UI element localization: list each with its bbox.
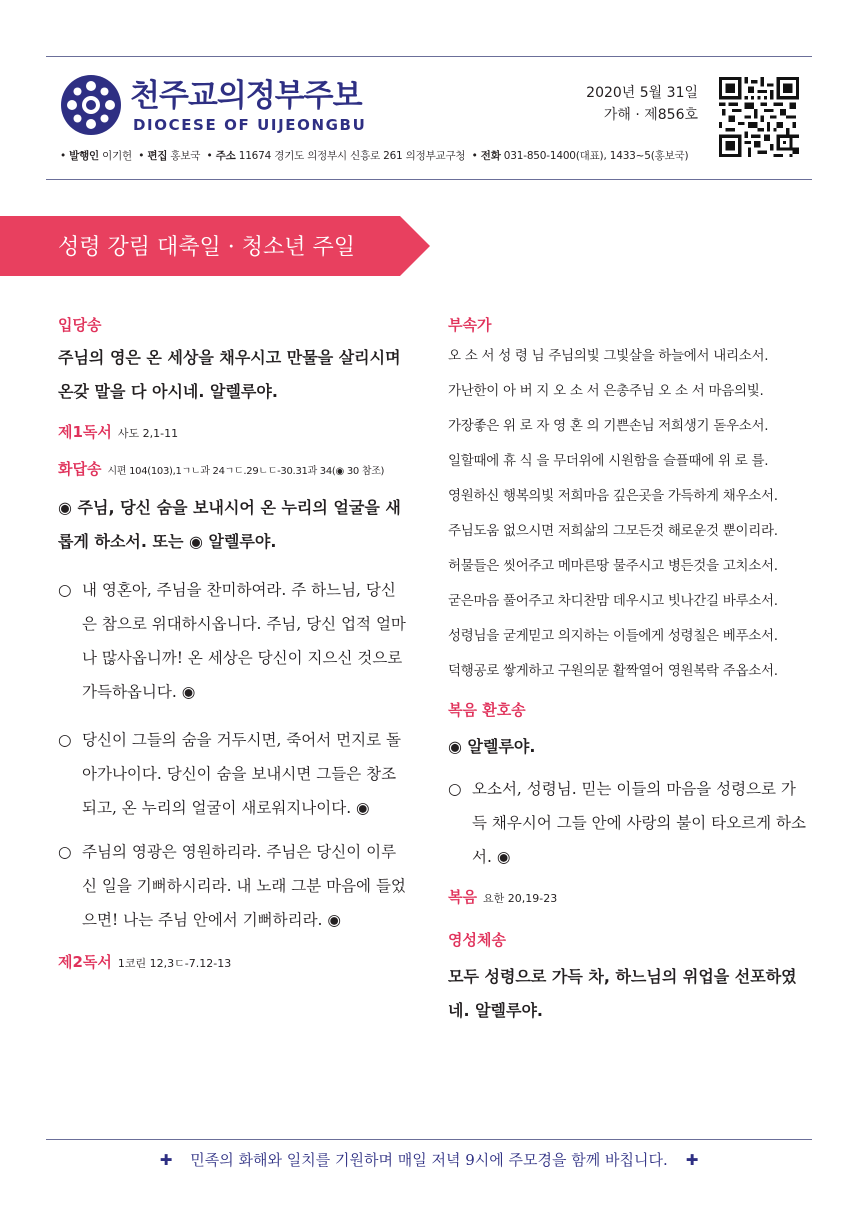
- hymn-line: 성령님을 굳게믿고 의지하는 이들에게 성령칠은 베푸소서.: [448, 628, 778, 644]
- psalm-ref: 시편 104(103),1ㄱㄴ과 24ㄱㄷ.29ㄴㄷ-30.31과 34(◉ 30 참조): [107, 466, 385, 477]
- cross-icon: ✚: [685, 1151, 699, 1169]
- entrance-antiphon-label: 입당송: [58, 316, 102, 334]
- psalm-verse: ○ 내 영혼아, 주님을 찬미하여라. 주 하느님, 당신은 참으로 위대하시옵니다. 주님, 당신 업적 얼마나 많사옵니까! 온 세상은 당신이 지으신 것으로 가득하옵니다. ◉: [58, 581, 406, 701]
- sequence-label: 부속가: [448, 316, 492, 334]
- gospel-acclamation-label: 복음 환호송: [448, 701, 526, 719]
- hymn-line: 가난한이 아 버 지 오 소 서 은총주님 오 소 서 마음의빛.: [448, 383, 764, 399]
- gospel-ref: 요한 20,19-23: [482, 892, 558, 905]
- sunday-title: 성령 강림 대축일 · 청소년 주일: [58, 235, 355, 260]
- hymn-line: 주님도움 없으시면 저희삶의 그모든것 해로운것 뿐이리라.: [448, 523, 778, 539]
- bulletin-title: 천주교의정부주보: [130, 78, 362, 114]
- hymn-line: 가장좋은 위 로 자 영 혼 의 기쁜손님 저희생기 돋우소서.: [448, 418, 769, 434]
- psalm-verse: ○ 주님의 영광은 영원하리라. 주님은 당신이 이루신 일을 기뻐하시리라. 내 노래 그분 마음에 들었으면! 나는 주님 안에서 기뻐하리라. ◉: [58, 843, 406, 929]
- publisher-info: • 발행인 이기헌 • 편집 홍보국 • 주소 11674 경기도 의정부시 신흥로 261 의정부교구청 • 전화 031-850-1400(대표), 1433~5(홍보국): [60, 150, 689, 162]
- footer-text: 민족의 화해와 일치를 기원하며 매일 저녁 9시에 주모경을 함께 바칩니다.: [190, 1151, 668, 1169]
- footer-rule: [46, 1139, 812, 1140]
- hymn-line: 허물들은 씻어주고 메마른땅 물주시고 병든것을 고치소서.: [448, 558, 778, 574]
- hymn-line: 일할때에 휴 식 을 무더위에 시원함을 슬플때에 위 로 를.: [448, 453, 769, 469]
- diocese-logo-icon: [60, 74, 122, 136]
- issue-number: 가해 · 제856호: [603, 107, 698, 123]
- hymn-line: 덕행공로 쌓게하고 구원의문 활짝열어 영원복락 주옵소서.: [448, 663, 778, 679]
- gospel-acclamation-response: ◉ 알렐루야.: [448, 737, 536, 756]
- psalm-response: ◉ 주님, 당신 숨을 보내시어 온 누리의 얼굴을 새롭게 하소서. 또는 ◉ 알렐루야.: [58, 498, 401, 551]
- sequence-hymn: [448, 339, 810, 689]
- communion-antiphon-label: 영성체송: [448, 931, 506, 949]
- first-reading-ref: 사도 2,1-11: [117, 427, 179, 440]
- cross-icon: ✚: [159, 1151, 173, 1169]
- hymn-line: 오 소 서 성 령 님 주님의빛 그빛살을 하늘에서 내리소서.: [448, 348, 769, 364]
- top-rule: [46, 56, 812, 57]
- hymn-line: 영원하신 행복의빛 저희마음 깊은곳을 가득하게 채우소서.: [448, 488, 778, 504]
- header-rule: [46, 179, 812, 180]
- qr-code-icon: [719, 77, 799, 157]
- gospel-acclamation-verse: ○ 오소서, 성령님. 믿는 이들의 마음을 성령으로 가득 채우시어 그들 안에 사랑의 불이 타오르게 하소서. ◉: [448, 780, 806, 866]
- gospel: 복음 요한 20,19-23: [448, 888, 558, 906]
- footer-message: [0, 1149, 858, 1170]
- bulletin-title-en: DIOCESE OF UIJEONGBU: [133, 116, 367, 134]
- hymn-line: 굳은마음 풀어주고 차디찬맘 데우시고 빗나간길 바루소서.: [448, 593, 778, 609]
- right-column: [448, 314, 810, 1028]
- psalm-verse: ○ 당신이 그들의 숨을 거두시면, 죽어서 먼지로 돌아가나이다. 당신이 숨을 보내시면 그들은 창조되고, 온 누리의 얼굴이 새로워지나이다. ◉: [58, 731, 401, 817]
- issue-date: 2020년 5월 31일: [586, 85, 698, 101]
- left-column: [58, 314, 410, 972]
- communion-antiphon-text: 모두 성령으로 가득 차, 하느님의 위업을 선포하였네. 알렐루야.: [448, 967, 797, 1020]
- first-reading: 제1독서 사도 2,1-11: [58, 423, 179, 441]
- second-reading: 제2독서 1코린 12,3ㄷ-7.12-13: [58, 953, 232, 971]
- psalm: 화답송 시편 104(103),1ㄱㄴ과 24ㄱㄷ.29ㄴㄷ-30.31과 34(◉ 30 참조): [58, 460, 385, 478]
- second-reading-ref: 1코린 12,3ㄷ-7.12-13: [117, 957, 232, 970]
- entrance-antiphon-text: 주님의 영은 온 세상을 채우시고 만물을 살리시며 온갖 말을 다 아시네. 알렐루야.: [58, 348, 401, 401]
